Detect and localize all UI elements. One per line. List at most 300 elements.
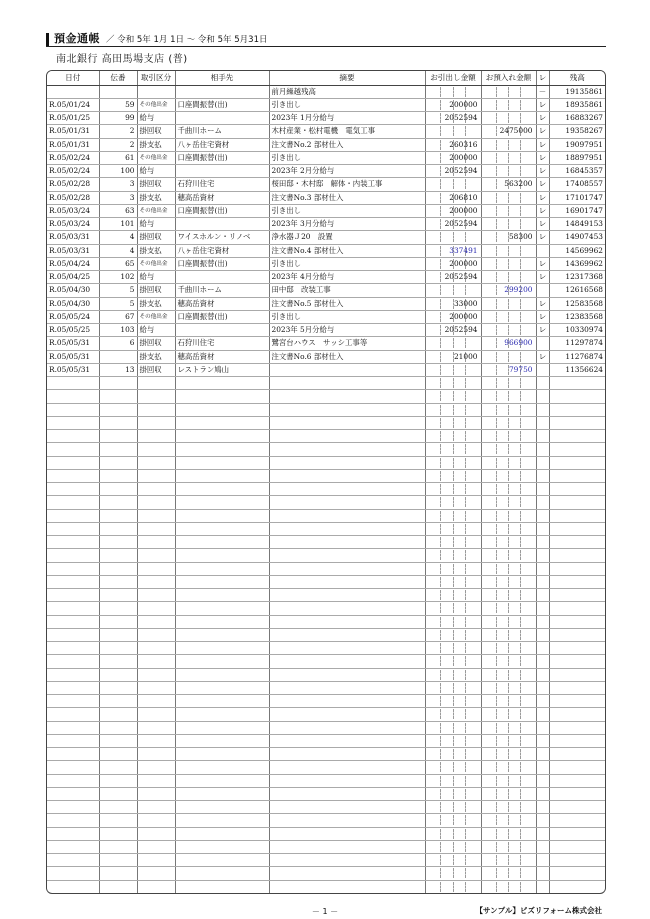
col-header-type: 取引区分 — [137, 71, 175, 85]
deposit-cell — [481, 416, 536, 429]
withdrawal-cell — [425, 708, 481, 721]
type-cell: 給与 — [137, 165, 175, 178]
withdrawal-cell — [425, 403, 481, 416]
partner-cell: 穂高岳資材 — [175, 191, 269, 204]
partner-cell — [175, 377, 269, 390]
slip-no-cell: 61 — [99, 151, 137, 164]
withdrawal-cell — [425, 231, 481, 244]
type-cell — [137, 721, 175, 734]
check-cell: レ — [536, 271, 549, 284]
check-cell — [536, 615, 549, 628]
withdrawal-cell — [425, 509, 481, 522]
table-row — [47, 469, 605, 482]
balance-cell — [549, 456, 605, 469]
type-cell: その他出金 — [137, 98, 175, 111]
memo-cell — [269, 642, 425, 655]
partner-cell — [175, 774, 269, 787]
balance-cell — [549, 628, 605, 641]
table-row — [47, 854, 605, 867]
partner-cell — [175, 867, 269, 880]
date-cell — [47, 496, 99, 509]
partner-cell — [175, 655, 269, 668]
date-cell: R.05/02/24 — [47, 165, 99, 178]
amount-value: 2052594 — [444, 272, 478, 282]
slip-no-cell: 2 — [99, 125, 137, 138]
date-cell: R.05/03/24 — [47, 218, 99, 231]
check-cell: レ — [536, 324, 549, 337]
withdrawal-cell — [425, 271, 481, 284]
table-row — [47, 456, 605, 469]
balance-cell: 12616568 — [549, 284, 605, 297]
partner-cell — [175, 628, 269, 641]
withdrawal-cell — [425, 284, 481, 297]
type-cell: 給与 — [137, 324, 175, 337]
withdrawal-cell — [425, 721, 481, 734]
date-cell — [47, 801, 99, 814]
slip-no-cell: 59 — [99, 98, 137, 111]
withdrawal-cell — [425, 681, 481, 694]
title-row — [46, 32, 606, 47]
partner-cell: 口座間振替(出) — [175, 310, 269, 323]
slip-no-cell — [99, 867, 137, 880]
company-name: 【サンプル】ビズリフォーム株式会社 — [475, 906, 602, 915]
deposit-cell — [481, 562, 536, 575]
withdrawal-cell — [425, 85, 481, 98]
amount-value: 2475000 — [499, 126, 533, 136]
withdrawal-cell — [425, 416, 481, 429]
balance-cell — [549, 734, 605, 747]
table-row — [47, 165, 605, 178]
withdrawal-cell — [425, 456, 481, 469]
check-cell — [536, 496, 549, 509]
amount-value: 206810 — [449, 192, 478, 202]
slip-no-cell — [99, 469, 137, 482]
partner-cell — [175, 483, 269, 496]
table-row — [47, 536, 605, 549]
memo-cell — [269, 708, 425, 721]
date-cell — [47, 575, 99, 588]
slip-no-cell: 6 — [99, 337, 137, 350]
balance-cell — [549, 840, 605, 853]
check-cell — [536, 840, 549, 853]
memo-cell — [269, 787, 425, 800]
type-cell — [137, 456, 175, 469]
check-cell — [536, 390, 549, 403]
amount-value: 966900 — [504, 338, 533, 348]
slip-no-cell: 5 — [99, 297, 137, 310]
table-row — [47, 814, 605, 827]
col-header-partner: 相手先 — [175, 71, 269, 85]
date-cell — [47, 655, 99, 668]
amount-value: 33000 — [453, 298, 478, 308]
deposit-cell — [481, 350, 536, 363]
check-cell — [536, 708, 549, 721]
table-row — [47, 483, 605, 496]
check-cell: レ — [536, 98, 549, 111]
deposit-cell — [481, 602, 536, 615]
check-cell — [536, 814, 549, 827]
date-cell: R.05/01/31 — [47, 138, 99, 151]
date-cell — [47, 456, 99, 469]
check-cell — [536, 628, 549, 641]
ledger-body — [47, 85, 605, 893]
slip-no-cell: 4 — [99, 244, 137, 257]
deposit-cell — [481, 734, 536, 747]
withdrawal-cell — [425, 443, 481, 456]
deposit-cell — [481, 880, 536, 893]
deposit-cell — [481, 165, 536, 178]
deposit-cell — [481, 469, 536, 482]
table-row — [47, 244, 605, 257]
balance-cell: 19135861 — [549, 85, 605, 98]
type-cell — [137, 827, 175, 840]
table-row — [47, 721, 605, 734]
partner-cell — [175, 430, 269, 443]
slip-no-cell — [99, 721, 137, 734]
balance-cell: 12583568 — [549, 297, 605, 310]
withdrawal-cell — [425, 589, 481, 602]
date-cell — [47, 403, 99, 416]
balance-cell — [549, 695, 605, 708]
partner-cell — [175, 271, 269, 284]
type-cell — [137, 668, 175, 681]
balance-cell — [549, 721, 605, 734]
slip-no-cell — [99, 536, 137, 549]
withdrawal-cell — [425, 496, 481, 509]
balance-cell — [549, 748, 605, 761]
date-cell — [47, 377, 99, 390]
table-row — [47, 443, 605, 456]
date-cell — [47, 443, 99, 456]
check-cell — [536, 575, 549, 588]
slip-no-cell — [99, 416, 137, 429]
amount-value: 299200 — [504, 285, 533, 295]
deposit-cell — [481, 761, 536, 774]
withdrawal-cell — [425, 125, 481, 138]
date-cell: R.05/01/24 — [47, 98, 99, 111]
slip-no-cell — [99, 668, 137, 681]
date-cell: R.05/02/28 — [47, 191, 99, 204]
type-cell — [137, 840, 175, 853]
balance-cell — [549, 536, 605, 549]
slip-no-cell — [99, 681, 137, 694]
memo-cell — [269, 562, 425, 575]
table-row — [47, 416, 605, 429]
amount-value: 2052594 — [444, 219, 478, 229]
memo-cell — [269, 867, 425, 880]
memo-cell — [269, 801, 425, 814]
withdrawal-cell — [425, 469, 481, 482]
partner-cell — [175, 403, 269, 416]
balance-cell: 16883267 — [549, 112, 605, 125]
memo-cell — [269, 416, 425, 429]
col-header-deposit: お預入れ金額 — [481, 71, 536, 85]
type-cell — [137, 549, 175, 562]
deposit-cell — [481, 642, 536, 655]
date-cell — [47, 602, 99, 615]
withdrawal-cell — [425, 165, 481, 178]
balance-cell — [549, 549, 605, 562]
memo-cell — [269, 430, 425, 443]
partner-cell: 石狩川住宅 — [175, 178, 269, 191]
deposit-cell — [481, 284, 536, 297]
balance-cell — [549, 562, 605, 575]
deposit-cell — [481, 98, 536, 111]
amount-value: 200000 — [449, 205, 478, 215]
deposit-cell — [481, 615, 536, 628]
withdrawal-cell — [425, 350, 481, 363]
table-row — [47, 801, 605, 814]
check-cell — [536, 536, 549, 549]
partner-cell — [175, 562, 269, 575]
header-row — [47, 71, 605, 85]
date-cell — [47, 430, 99, 443]
balance-cell — [549, 774, 605, 787]
type-cell — [137, 496, 175, 509]
check-cell — [536, 589, 549, 602]
type-cell: その他出金 — [137, 310, 175, 323]
balance-cell: 12317368 — [549, 271, 605, 284]
check-cell: － — [536, 85, 549, 98]
balance-cell — [549, 761, 605, 774]
balance-cell: 11356624 — [549, 363, 605, 376]
memo-cell — [269, 403, 425, 416]
memo-cell: 引き出し — [269, 151, 425, 164]
date-cell — [47, 483, 99, 496]
deposit-cell — [481, 363, 536, 376]
withdrawal-cell — [425, 257, 481, 270]
balance-cell — [549, 787, 605, 800]
balance-cell: 14849153 — [549, 218, 605, 231]
type-cell — [137, 377, 175, 390]
balance-cell: 19358267 — [549, 125, 605, 138]
memo-cell: 木村産業・松村電機 電気工事 — [269, 125, 425, 138]
withdrawal-cell — [425, 244, 481, 257]
partner-cell — [175, 112, 269, 125]
date-cell: R.05/01/25 — [47, 112, 99, 125]
balance-cell — [549, 668, 605, 681]
date-cell — [47, 416, 99, 429]
date-cell: R.05/03/24 — [47, 204, 99, 217]
date-cell — [47, 827, 99, 840]
slip-no-cell: 102 — [99, 271, 137, 284]
partner-cell: 石狩川住宅 — [175, 337, 269, 350]
withdrawal-cell — [425, 297, 481, 310]
check-cell — [536, 721, 549, 734]
check-cell — [536, 403, 549, 416]
deposit-cell — [481, 430, 536, 443]
amount-value: 563200 — [504, 179, 533, 189]
deposit-cell — [481, 204, 536, 217]
table-row — [47, 681, 605, 694]
partner-cell: 八ヶ岳住宅資材 — [175, 244, 269, 257]
partner-cell — [175, 668, 269, 681]
partner-cell: 千曲川ホーム — [175, 125, 269, 138]
slip-no-cell: 100 — [99, 165, 137, 178]
withdrawal-cell — [425, 840, 481, 853]
table-row — [47, 880, 605, 893]
type-cell — [137, 522, 175, 535]
date-cell — [47, 469, 99, 482]
deposit-cell — [481, 827, 536, 840]
balance-cell: 14569962 — [549, 244, 605, 257]
check-cell — [536, 244, 549, 257]
partner-cell — [175, 324, 269, 337]
table-row — [47, 112, 605, 125]
table-row — [47, 151, 605, 164]
type-cell — [137, 642, 175, 655]
balance-cell: 18935861 — [549, 98, 605, 111]
amount-value: 58300 — [508, 232, 533, 242]
table-row — [47, 390, 605, 403]
check-cell — [536, 867, 549, 880]
balance-cell — [549, 867, 605, 880]
slip-no-cell: 4 — [99, 231, 137, 244]
deposit-cell — [481, 575, 536, 588]
date-cell: R.05/04/25 — [47, 271, 99, 284]
table-row — [47, 377, 605, 390]
slip-no-cell — [99, 456, 137, 469]
type-cell — [137, 748, 175, 761]
amount-value: 2052594 — [444, 166, 478, 176]
partner-cell — [175, 218, 269, 231]
slip-no-cell: 103 — [99, 324, 137, 337]
partner-cell — [175, 602, 269, 615]
withdrawal-cell — [425, 337, 481, 350]
check-cell — [536, 695, 549, 708]
passbook-ledger — [46, 70, 606, 894]
date-cell: R.05/05/25 — [47, 324, 99, 337]
page-title: 預金通帳 — [54, 32, 100, 45]
type-cell — [137, 575, 175, 588]
deposit-cell — [481, 178, 536, 191]
type-cell — [137, 536, 175, 549]
date-cell — [47, 708, 99, 721]
type-cell — [137, 602, 175, 615]
col-header-slip-no: 伝番 — [99, 71, 137, 85]
withdrawal-cell — [425, 615, 481, 628]
check-cell — [536, 774, 549, 787]
ledger-table — [47, 71, 605, 894]
table-row — [47, 403, 605, 416]
type-cell — [137, 774, 175, 787]
date-cell — [47, 787, 99, 800]
page-number: － 1 － — [311, 907, 339, 916]
deposit-cell — [481, 483, 536, 496]
memo-cell — [269, 363, 425, 376]
table-row — [47, 602, 605, 615]
slip-no-cell: 3 — [99, 178, 137, 191]
memo-cell — [269, 377, 425, 390]
memo-cell — [269, 443, 425, 456]
memo-cell — [269, 774, 425, 787]
memo-cell — [269, 390, 425, 403]
deposit-cell — [481, 257, 536, 270]
balance-cell — [549, 854, 605, 867]
balance-cell — [549, 443, 605, 456]
withdrawal-cell — [425, 880, 481, 893]
withdrawal-cell — [425, 628, 481, 641]
date-cell — [47, 85, 99, 98]
deposit-cell — [481, 443, 536, 456]
title-bar — [46, 33, 49, 46]
balance-cell — [549, 708, 605, 721]
balance-cell — [549, 880, 605, 893]
table-row — [47, 178, 605, 191]
withdrawal-cell — [425, 575, 481, 588]
deposit-cell — [481, 125, 536, 138]
type-cell: 掛回収 — [137, 125, 175, 138]
withdrawal-cell — [425, 642, 481, 655]
withdrawal-cell — [425, 138, 481, 151]
type-cell: 給与 — [137, 112, 175, 125]
deposit-cell — [481, 191, 536, 204]
type-cell — [137, 787, 175, 800]
date-cell: R.05/02/24 — [47, 151, 99, 164]
slip-no-cell — [99, 483, 137, 496]
withdrawal-cell — [425, 867, 481, 880]
deposit-cell — [481, 840, 536, 853]
slip-no-cell — [99, 642, 137, 655]
partner-cell: 千曲川ホーム — [175, 284, 269, 297]
check-cell — [536, 509, 549, 522]
deposit-cell — [481, 549, 536, 562]
withdrawal-cell — [425, 695, 481, 708]
balance-cell: 18897951 — [549, 151, 605, 164]
memo-cell — [269, 748, 425, 761]
check-cell — [536, 787, 549, 800]
withdrawal-cell — [425, 734, 481, 747]
slip-no-cell — [99, 748, 137, 761]
slip-no-cell — [99, 761, 137, 774]
date-cell: R.05/05/31 — [47, 337, 99, 350]
amount-value: 200000 — [449, 311, 478, 321]
deposit-cell — [481, 787, 536, 800]
date-cell — [47, 681, 99, 694]
memo-cell — [269, 615, 425, 628]
period-range: ／ 令和 5年 1月 1日 ～ 令和 5年 5月31日 — [106, 35, 268, 45]
type-cell — [137, 483, 175, 496]
check-cell — [536, 562, 549, 575]
table-row — [47, 575, 605, 588]
type-cell: 掛回収 — [137, 178, 175, 191]
memo-cell — [269, 668, 425, 681]
type-cell: 掛支払 — [137, 138, 175, 151]
check-cell — [536, 602, 549, 615]
withdrawal-cell — [425, 549, 481, 562]
balance-cell: 11297874 — [549, 337, 605, 350]
check-cell: レ — [536, 297, 549, 310]
table-row — [47, 231, 605, 244]
partner-cell — [175, 575, 269, 588]
check-cell — [536, 801, 549, 814]
memo-cell: 田中邸 改装工事 — [269, 284, 425, 297]
partner-cell — [175, 496, 269, 509]
partner-cell — [175, 854, 269, 867]
type-cell: 掛支払 — [137, 350, 175, 363]
balance-cell: 16845357 — [549, 165, 605, 178]
amount-value: 79750 — [508, 364, 533, 374]
type-cell — [137, 655, 175, 668]
withdrawal-cell — [425, 363, 481, 376]
withdrawal-cell — [425, 191, 481, 204]
partner-cell — [175, 801, 269, 814]
table-row — [47, 628, 605, 641]
memo-cell — [269, 695, 425, 708]
table-row — [47, 430, 605, 443]
table-row — [47, 218, 605, 231]
check-cell: レ — [536, 165, 549, 178]
